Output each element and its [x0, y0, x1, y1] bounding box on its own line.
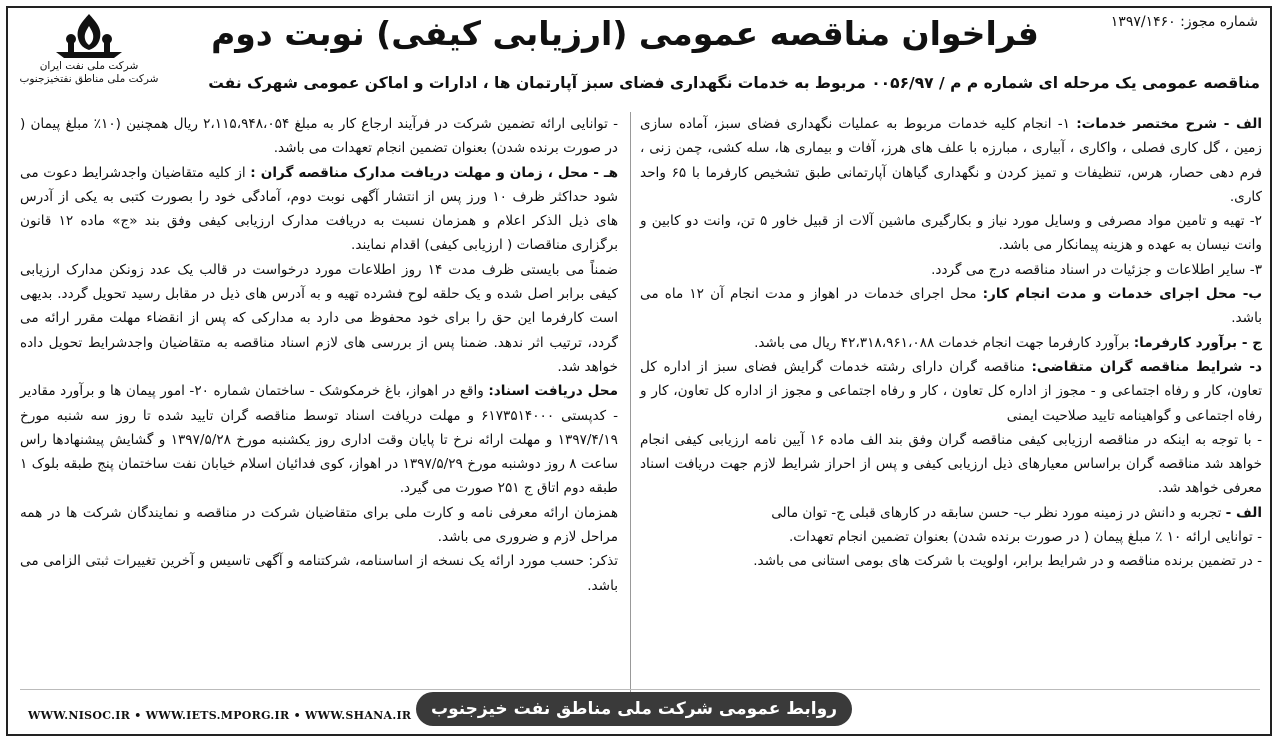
paragraph-heading: ج - برآورد کارفرما:: [1133, 334, 1262, 351]
paragraph: [640, 112, 1262, 209]
paragraph-text: ۲- تهیه و تامین مواد مصرفی و وسایل مورد نیاز و بکارگیری ماشین آلات از قبیل خاور ۵ تن، وانت دو کابین و وانت نیسان به عهده و هزینه پیمانکار می باشد.: [640, 213, 1262, 254]
company-logo: [14, 12, 164, 86]
left-column: [20, 112, 618, 598]
footer-divider: [20, 689, 1260, 690]
paragraph-heading: محل دریافت اسناد:: [488, 383, 618, 400]
paragraph-text: ۳- سایر اطلاعات و جزئیات در اسناد مناقصه درج می گردد.: [931, 261, 1262, 278]
paragraph-text: ۱- انجام کلیه خدمات مربوط به عملیات نگهداری فضای سبز، آماده سازی زمین ، گل کاری فصلی ، واکاری ، آبیاری ، مبارزه با علف های هرز، آفات و بیماری ها، سله کشی، چمن زنی ، فرم دهی حصار، هرس، تنظیفات و تمیز کردن و نگهداری گیاهان آپارتمانی طبق تشخیص کارفرما با ۶۵ واحد کاری.: [640, 116, 1263, 205]
paragraph: [20, 549, 618, 598]
paragraph: [640, 258, 1262, 282]
paragraph-text: تذکر: حسب مورد ارائه یک نسخه از اساسنامه، شرکتنامه و آگهی تاسیس و آخرین تغییرات ثبتی الزامی می باشد.: [20, 553, 618, 594]
paragraph: [640, 355, 1262, 428]
paragraph-heading: الف - شرح مختصر خدمات:: [1076, 116, 1262, 132]
paragraph-text: - توانایی ارائه تضمین شرکت در فرآیند ارجاع کار به مبلغ ۲،۱۱۵،۹۴۸،۰۵۴ ریال همچنین (۱۰٪ مبلغ پیمان ( در صورت برنده شدن) بعنوان تضمین انجام تعهدات می باشد.: [20, 116, 618, 157]
logo-line-1: شرکت ملی نفت ایران: [39, 60, 139, 72]
paragraph-text: برآورد کارفرما جهت انجام خدمات ۴۲،۳۱۸،۹۶۱،۰۸۸ ریال می باشد.: [754, 334, 1134, 351]
paragraph-heading: د- شرایط مناقصه گران متقاضی:: [1031, 358, 1262, 375]
logo-line-2: شرکت ملی مناطق نفتخیزجنوب: [19, 73, 159, 85]
paragraph-text: از کلیه متقاضیان واجدشرایط دعوت می شود حداکثر ظرف ۱۰ ورز پس از انتشار آگهی نوبت دوم، آمادگی خود را بصورت کتبی به یکی از آدرس های ذیل الذکر اعلام و همزمان نسبت به دریافت مدارک ارزیابی کیفی وفق بند «ج» ماده ۱۲ قانون برگزاری مناقصات ( ارزیابی کیفی) اقدام نمایند.: [20, 164, 618, 254]
paragraph: [640, 549, 1262, 573]
paragraph: [640, 282, 1262, 331]
right-column: [640, 112, 1262, 574]
paragraph-text: - در تضمین برنده مناقصه و در شرایط برابر، اولویت با شرکت های بومی استانی می باشد.: [753, 553, 1262, 570]
paragraph-heading: هـ - محل ، زمان و مهلت دریافت مدارک مناقصه گران :: [250, 164, 618, 181]
paragraph-text: همزمان ارائه معرفی نامه و کارت ملی برای متقاضیان شرکت در مناقصه و نمایندگان شرکت ها در همه مراحل لازم و ضروری می باشد.: [20, 504, 618, 546]
tender-subtitle: مناقصه عمومی یک مرحله ای شماره م م / ۰۰۵۶/۹۷ مربوط به خدمات نگهداری فضای سبز آپارتمان ها ، ادارات و اماکن عمومی شهرک نفت: [208, 74, 1260, 92]
paragraph-heading: ب- محل اجرای خدمات و مدت انجام کار:: [982, 286, 1262, 303]
paragraph-text: ضمناً می بایستی ظرف مدت ۱۴ روز اطلاعات مورد درخواست در قالب یک عدد زونکن مدارک ارزیابی کیفی برابر اصل شده و یک حلقه لوح فشرده تهیه و به آدرس های ذیل در مقابل رسید تحویل گردد. بدیهی است کارفرما این حق را برای خود محفوظ می دارد به مدارکی که پس از انقضاء مهلت مقرر ارائه می گردد، ترتیب اثر ندهد. ضمنا پس از بررسی های لازم اسناد مناقصه به متقاضیان واجدشرایط تحویل داده خواهد شد.: [20, 261, 618, 375]
paragraph-text: - با توجه به اینکه در مناقصه ارزیابی کیفی مناقصه گران وفق بند الف ماده ۱۶ آیین نامه ارزیابی کیفی انجام خواهد شد مناقصه گران براساس معیارهای ذیل ارزیابی کیفی و پس از احراز شرایط لازم جهت دریافت اسناد معرفی خواهد شد.: [640, 431, 1262, 497]
paragraph: [20, 161, 618, 258]
paragraph: [20, 501, 618, 550]
column-divider: [630, 112, 631, 692]
permit-number: شماره مجوز: ۱۳۹۷/۱۴۶۰: [1110, 14, 1258, 30]
paragraph: [20, 112, 618, 161]
paragraph: [640, 525, 1262, 549]
flame-logo-icon: [50, 12, 128, 60]
paragraph: [640, 428, 1262, 501]
paragraph-text: محل اجرای خدمات در اهواز و مدت انجام آن ۱۲ ماه می باشد.: [640, 286, 1262, 327]
paragraph: [640, 501, 1262, 525]
page-title: فراخوان مناقصه عمومی (ارزیابی کیفی) نوبت دوم: [211, 14, 1039, 53]
paragraph: [640, 209, 1262, 258]
paragraph: [20, 379, 618, 500]
public-relations-banner: روابط عمومی شرکت ملی مناطق نفت خیزجنوب: [416, 692, 852, 726]
footer-websites: WWW.NISOC.IR • WWW.IETS.MPORG.IR • WWW.SHANA.IR: [28, 709, 412, 722]
paragraph: [20, 258, 618, 379]
paragraph-text: تجربه و دانش در زمینه مورد نظر ب- حسن سابقه در کارهای قبلی ج- توان مالی: [771, 504, 1226, 521]
paragraph-text: - توانایی ارائه ۱۰ ٪ مبلغ پیمان ( در صورت برنده شدن) بعنوان تضمین انجام تعهدات.: [788, 529, 1262, 546]
paragraph: [640, 331, 1262, 355]
paragraph-heading: الف -: [1225, 504, 1262, 521]
paragraph-text: واقع در اهواز، باغ خرمکوشک - ساختمان شماره ۲۰- امور پیمان ها و برآورد مقادیر - کدپستی ۶۱۷۳۵۱۴۰۰۰ و مهلت دریافت اسناد توسط مناقصه گران تایید شده تا روز سه شنبه مورخ ۱۳۹۷/۴/۱۹ و مهلت ارائه نرخ تا پایان وقت اداری روز یکشنبه مورخ ۱۳۹۷/۵/۲۸ و گشایش پیشنهادها راس ساعت ۸ روز دوشنبه مورخ ۱۳۹۷/۵/۲۹ در اهواز، کوی فدائیان اسلام خیابان نفت ساختمان پنج طبقه بلوک ۱ طبقه دوم اتاق ج ۲۵۱ صورت می گیرد.: [20, 383, 619, 497]
paragraph-text: مناقصه گران دارای رشته خدمات گرایش فضای سبز از اداره کل تعاون، کار و رفاه اجتماعی و - مجوز از اداره کل تعاون ، کار و رفاه اجتماعی و مجوز از اداره کل تعاون، کار و رفاه اجتماعی و گواهینامه تایید صلاحیت ایمنی: [640, 358, 1262, 424]
